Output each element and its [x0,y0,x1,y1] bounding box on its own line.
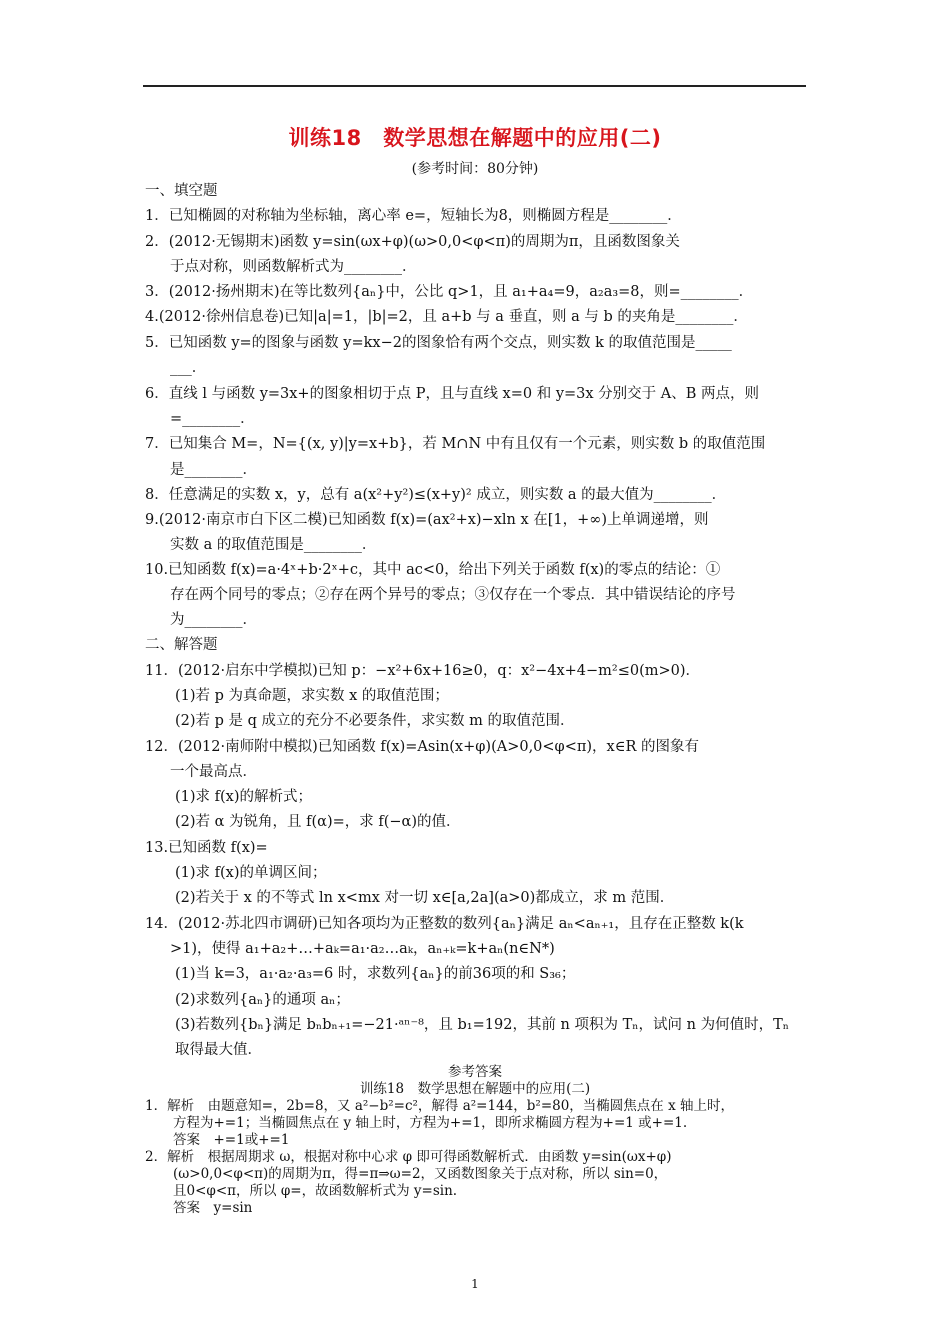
answers-heading: 参考答案 [448,1064,502,1080]
problem-12-cont: 一个最高点． [170,764,257,780]
problem-14: 14．(2012·苏北四市调研)已知各项均为正整数的数列{aₙ}满足 aₙ<aₙ₊₁，且存在正整数 k(k [145,916,744,932]
problem-13-part-1: (1)求 f(x)的单调区间； [175,865,327,881]
problem-5-cont: ___． [170,360,207,376]
problem-14-part-1: (1)当 k=3，a₁·a₂·a₃=6 时，求数列{aₙ}的前36项的和 S₃₆； [175,966,576,982]
problem-10: 10.已知函数 f(x)=a·4ˣ+b·2ˣ+c，其中 ac<0，给出下列关于函数 f(x)的零点的结论：① [145,562,721,578]
problem-6-cont: =________． [170,411,255,427]
answer-2-result: 答案 y=sin [173,1200,253,1216]
answer-1-analysis-cont: 方程为+=1；当椭圆焦点在 y 轴上时，方程为+=1，即所求椭圆方程为+=1 或+=1. [173,1115,688,1131]
problem-8: 8．任意满足的实数 x，y，总有 a(x²+y²)≤(x+y)² 成立，则实数 a 的最大值为________． [145,487,727,503]
problem-13-part-2: (2)若关于 x 的不等式 ln x<mx 对一切 x∈[a,2a](a>0)都成立，求 m 范围． [175,890,675,906]
problem-7-cont: 是________． [170,462,257,478]
header-rule [143,85,806,87]
answer-2-analysis-cont2: 且0<φ<π，所以 φ=，故函数解析式为 y=sin. [173,1183,458,1199]
problem-11-part-2: (2)若 p 是 q 成立的充分不必要条件，求实数 m 的取值范围． [175,713,575,729]
page-subtitle: (参考时间：80分钟) [411,161,539,177]
problem-14-part-3: (3)若数列{bₙ}满足 bₙbₙ₊₁=−21·ᵃⁿ⁻⁸，且 b₁=192，其前 n 项积为 Tₙ，试问 n 为何值时，Tₙ [175,1017,790,1033]
problem-10-cont2: 为________． [170,612,257,628]
problem-12-part-1: (1)求 f(x)的解析式； [175,789,313,805]
problem-14-part-2: (2)求数列{aₙ}的通项 aₙ； [175,992,350,1008]
answer-2-analysis-cont: (ω>0,0<φ<π)的周期为π，得=π⇒ω=2，又函数图象关于点对称，所以 sin=0， [173,1166,668,1182]
section-heading-fill-blank: 一、填空题 [145,183,218,199]
problem-14-part-3-cont: 取得最大值． [175,1042,262,1058]
problem-6: 6．直线 l 与函数 y=3x+的图象相切于点 P，且与直线 x=0 和 y=3x 分别交于 A、B 两点，则 [145,386,760,402]
problem-4: 4.(2012·徐州信息卷)已知|a|=1，|b|=2，且 a+b 与 a 垂直，则 a 与 b 的夹角是________． [145,309,748,325]
problem-3: 3．(2012·扬州期末)在等比数列{aₙ}中，公比 q>1，且 a₁+a₄=9，a₂a₃=8，则=________． [145,284,754,300]
problem-12-part-2: (2)若 α 为锐角，且 f(α)=，求 f(−α)的值． [175,814,461,830]
section-heading-solutions: 二、解答题 [145,637,218,653]
problem-11: 11．(2012·启东中学模拟)已知 p：−x²+6x+16≥0，q：x²−4x+4−m²≤0(m>0)． [145,663,701,679]
problem-13: 13.已知函数 f(x)= [145,840,268,856]
problem-9: 9.(2012·南京市白下区二模)已知函数 f(x)=(ax²+x)−xln x 在[1，+∞)上单调递增，则 [145,512,709,528]
problem-5: 5．已知函数 y=的图象与函数 y=kx−2的图象恰有两个交点，则实数 k 的取值范围是_____ [145,335,732,351]
problem-2: 2．(2012·无锡期末)函数 y=sin(ωx+φ)(ω>0,0<φ<π)的周期为π，且函数图象关 [145,234,680,250]
problem-14-cont: >1)，使得 a₁+a₂+…+aₖ=a₁·a₂…aₖ，aₙ₊ₖ=k+aₙ(n∈N*) [170,941,555,957]
problem-2-cont: 于点对称，则函数解析式为________． [170,259,417,275]
answer-1-analysis: 1．解析 由题意知=，2b=8，又 a²−b²=c²，解得 a²=144，b²=80，当椭圆焦点在 x 轴上时， [145,1098,735,1114]
page-number: 1 [471,1277,479,1291]
problem-7: 7．已知集合 M=，N={(x, y)|y=x+b}，若 M∩N 中有且仅有一个元素，则实数 b 的取值范围 [145,436,766,452]
problem-12: 12．(2012·南师附中模拟)已知函数 f(x)=Asin(x+φ)(A>0,0<φ<π)，x∈R 的图象有 [145,739,699,755]
answers-subheading: 训练18 数学思想在解题中的应用(二) [359,1081,591,1097]
answer-2-analysis: 2．解析 根据周期求 ω，根据对称中心求 φ 即可得函数解析式．由函数 y=sin(ωx+φ) [145,1149,672,1165]
answer-1-result: 答案 +=1或+=1 [173,1132,290,1148]
problem-10-cont: 存在两个同号的零点；②存在两个异号的零点；③仅存在一个零点．其中错误结论的序号 [170,587,736,603]
problem-1: 1．已知椭圆的对称轴为坐标轴，离心率 e=，短轴长为8，则椭圆方程是________． [145,208,682,224]
page-title: 训练18 数学思想在解题中的应用(二) [288,126,662,150]
problem-11-part-1: (1)若 p 为真命题，求实数 x 的取值范围； [175,688,449,704]
problem-9-cont: 实数 a 的取值范围是________． [170,537,377,553]
